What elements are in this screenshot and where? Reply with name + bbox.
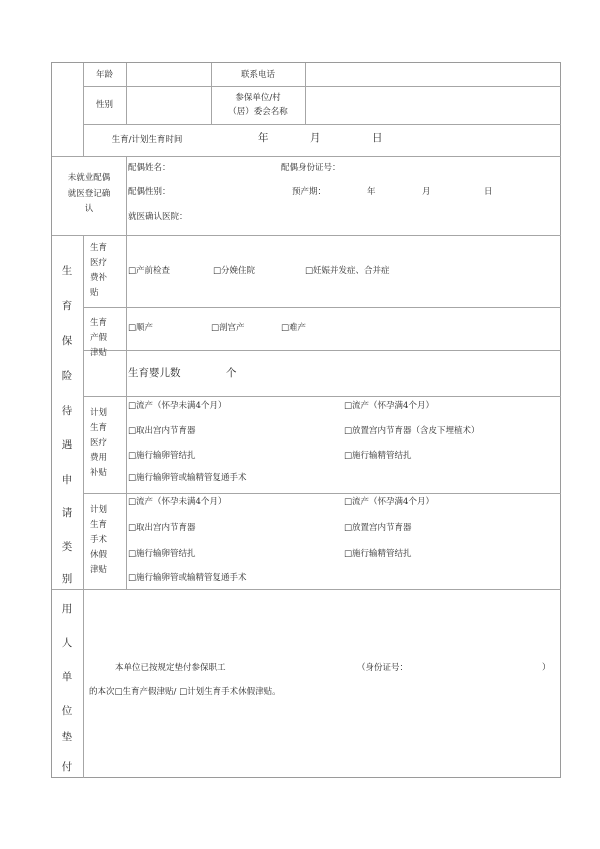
row-divider [83, 396, 561, 397]
checkbox-fp-leave-abortion-under4[interactable]: □流产（怀孕未满4个月） [128, 497, 227, 507]
title-char: 申 [61, 474, 73, 486]
due-day-text: 日 [484, 187, 493, 197]
title-char: 待 [61, 405, 73, 417]
col-divider [83, 235, 84, 589]
spouse-section-label-line2: 就医登记确 [67, 189, 111, 199]
spouse-gender-label: 配偶性别： [128, 187, 171, 197]
spouse-section-label-line3: 认 [84, 204, 94, 214]
title-char: 别 [61, 573, 73, 585]
employer-name-label-line1: 参保单位/村 [235, 93, 281, 103]
maternity-leave-label: 生育 产假 津贴 [90, 318, 108, 358]
checkbox-difficult-birth[interactable]: □难产 [281, 323, 307, 333]
spouse-id-label: 配偶身份证号： [281, 163, 341, 173]
section-divider [52, 235, 561, 236]
section-divider [52, 156, 561, 157]
employer-id-label: （身份证号： [357, 663, 409, 673]
title-char: 位 [61, 705, 73, 717]
maternity-section-title [57, 235, 77, 589]
checkbox-fp-fee-abortion-over4[interactable]: □流产（怀孕满4个月） [344, 401, 434, 411]
col-divider [126, 156, 127, 589]
checkbox-fp-leave-iud-removal[interactable]: □取出宫内节育器 [128, 523, 196, 533]
checkbox-delivery-hospitalization[interactable]: □分娩住院 [213, 266, 256, 276]
babies-count-unit: 个 [226, 367, 237, 379]
checkbox-fp-leave-iud-insertion[interactable]: □放置宫内节育器 [344, 523, 412, 533]
employer-section-title [57, 589, 77, 778]
year-text: 年 [258, 132, 269, 144]
checkbox-natural-birth[interactable]: □顺产 [128, 323, 154, 333]
title-char: 险 [61, 370, 73, 382]
title-char: 付 [61, 761, 73, 773]
spouse-name-label: 配偶姓名： [128, 163, 171, 173]
title-char: 单 [61, 671, 73, 683]
title-char: 遇 [61, 439, 73, 451]
col-divider [126, 63, 127, 124]
row-divider [83, 307, 561, 308]
title-char: 人 [61, 637, 73, 649]
due-month-text: 月 [422, 187, 431, 197]
title-char: 类 [61, 541, 73, 553]
fp-fee-subsidy-label: 计划 生育 医疗 费用 补贴 [90, 408, 108, 478]
title-char: 请 [61, 507, 73, 519]
section-divider [52, 589, 561, 590]
medical-subsidy-label: 生育 医疗 费补 贴 [90, 243, 108, 298]
gender-label: 性别 [95, 100, 113, 110]
maternity-insurance-form [51, 62, 561, 778]
fp-leave-allowance-label: 计划 生育 手术 休假 津贴 [90, 505, 108, 575]
checkbox-complications[interactable]: □妊娠并发症、合并症 [305, 266, 390, 276]
checkbox-prenatal[interactable]: □产前检查 [128, 266, 171, 276]
checkbox-fp-leave-tubal-ligation[interactable]: □施行输卵管结扎 [128, 549, 196, 559]
row-divider [83, 86, 561, 87]
due-date-label: 预产期： [292, 187, 327, 197]
col-divider [305, 63, 306, 124]
employer-name-label-line2: （居）委会名称 [228, 107, 288, 117]
employer-close-paren: ） [542, 663, 551, 673]
phone-label: 联系电话 [240, 70, 275, 80]
title-char: 用 [61, 603, 73, 615]
checkbox-fp-fee-abortion-under4[interactable]: □流产（怀孕未满4个月） [128, 401, 227, 411]
checkbox-fp-leave-reversal[interactable]: □施行输卵管或输精管复通手术 [128, 573, 247, 583]
title-char: 垫 [61, 731, 73, 743]
spouse-section-label-line1: 未就业配偶 [67, 173, 111, 183]
title-char: 育 [61, 300, 73, 312]
row-divider [83, 493, 561, 494]
month-text: 月 [310, 132, 321, 144]
col-divider [83, 589, 84, 778]
birth-time-label: 生育/计划生育时间 [111, 135, 183, 145]
checkbox-fp-fee-iud-insertion[interactable]: □放置宫内节育器（含皮下埋植术） [344, 426, 480, 436]
checkbox-fp-fee-vasectomy[interactable]: □施行输精管结扎 [344, 451, 412, 461]
spouse-hospital-label: 就医确认医院： [128, 212, 188, 222]
title-char: 保 [61, 335, 73, 347]
row-divider [83, 350, 561, 351]
checkbox-fp-fee-iud-removal[interactable]: □取出宫内节育器 [128, 426, 196, 436]
row-divider [83, 124, 561, 125]
checkbox-fp-leave-abortion-over4[interactable]: □流产（怀孕满4个月） [344, 497, 434, 507]
day-text: 日 [372, 132, 383, 144]
employer-statement-line2[interactable]: 的本次□生育产假津贴/ □计划生育手术休假津贴。 [89, 687, 281, 697]
checkbox-cesarean[interactable]: □剖宫产 [211, 323, 245, 333]
checkbox-fp-leave-vasectomy[interactable]: □施行输精管结扎 [344, 549, 412, 559]
checkbox-fp-fee-tubal-ligation[interactable]: □施行输卵管结扎 [128, 451, 196, 461]
age-label: 年龄 [95, 70, 113, 80]
checkbox-fp-fee-reversal[interactable]: □施行输卵管或输精管复通手术 [128, 473, 247, 483]
babies-count-label: 生育婴儿数 [128, 367, 181, 379]
due-year-text: 年 [367, 187, 376, 197]
employer-statement-line1: 本单位已按规定垫付参保职工 [115, 663, 226, 673]
title-char: 生 [61, 265, 73, 277]
